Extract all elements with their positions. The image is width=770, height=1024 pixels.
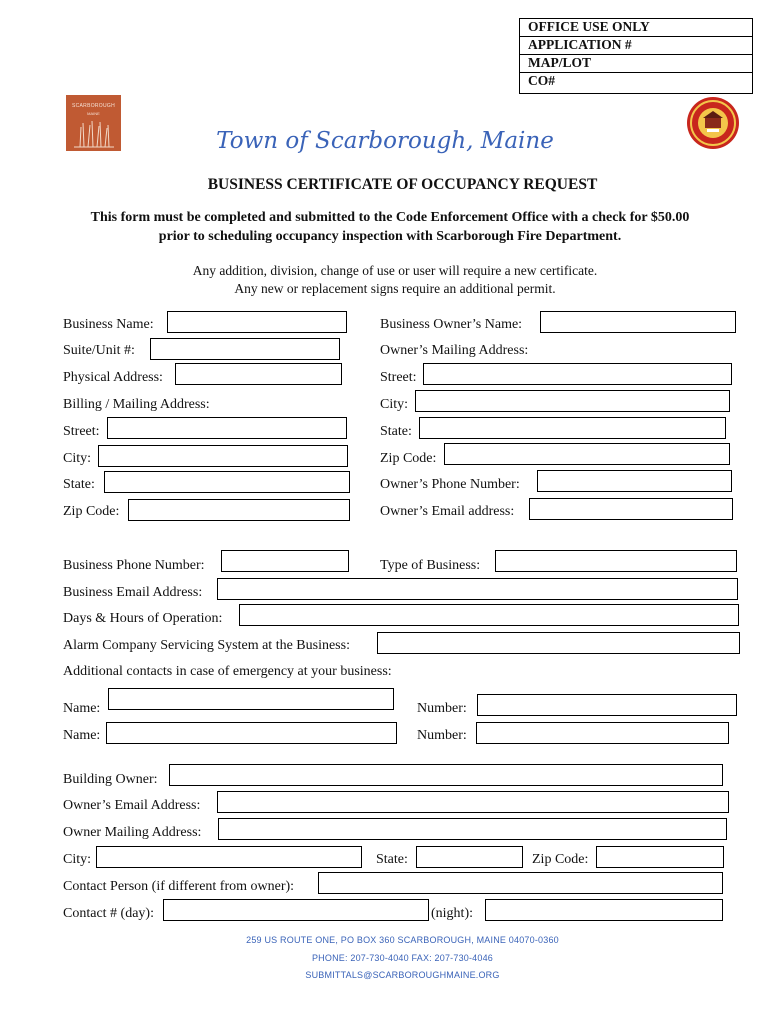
owners-mailing-label: Owner’s Mailing Address: (380, 343, 529, 358)
contact-number-2-field[interactable] (476, 722, 729, 744)
bo-email-field[interactable] (217, 791, 729, 813)
bo-state-field[interactable] (416, 846, 523, 868)
business-name-field[interactable] (167, 311, 347, 333)
owner-street-field[interactable] (423, 363, 732, 385)
bo-zip-label: Zip Code: (532, 852, 589, 867)
building-owner-label: Building Owner: (63, 772, 158, 787)
office-use-title: OFFICE USE ONLY (520, 19, 752, 37)
business-email-field[interactable] (217, 578, 738, 600)
owners-email-field[interactable] (529, 498, 733, 520)
owner-city-label: City: (380, 397, 409, 412)
owner-state-field[interactable] (419, 417, 726, 439)
owner-city-field[interactable] (415, 390, 730, 412)
billing-zip-field[interactable] (128, 499, 350, 521)
bo-mailing-label: Owner Mailing Address: (63, 825, 202, 840)
contact-name-2-label: Name: (63, 728, 101, 743)
logo-subtext: MAINE (87, 111, 100, 116)
owners-name-field[interactable] (540, 311, 736, 333)
owners-email-label: Owner’s Email address: (380, 504, 515, 519)
physical-address-label: Physical Address: (63, 370, 163, 385)
owners-phone-field[interactable] (537, 470, 732, 492)
billing-state-field[interactable] (104, 471, 350, 493)
office-use-box (519, 18, 753, 94)
instructions (0, 208, 770, 246)
billing-zip-label: Zip Code: (63, 504, 120, 519)
additional-contacts-label: Additional contacts in case of emergency at your business: (63, 664, 392, 679)
town-title: Town of Scarborough, Maine (216, 128, 554, 154)
alarm-company-field[interactable] (377, 632, 740, 654)
business-phone-field[interactable] (221, 550, 349, 572)
contact-number-1-field[interactable] (477, 694, 737, 716)
note-line-2: Any new or replacement signs require an additional permit. (234, 281, 556, 296)
footer-address: 259 US ROUTE ONE, PO BOX 360 SCARBOROUGH, MAINE 04070-0360 (246, 935, 559, 945)
footer-phone: PHONE: 207-730-4040 FAX: 207-730-4046 (311, 953, 493, 963)
alarm-company-label: Alarm Company Servicing System at the Business: (63, 638, 350, 653)
contact-number-2-label: Number: (417, 728, 467, 743)
physical-address-field[interactable] (175, 363, 342, 385)
contact-name-1-field[interactable] (108, 688, 394, 710)
office-application-number: APPLICATION # (520, 37, 752, 55)
contact-day-label: Contact # (day): (63, 906, 154, 921)
billing-street-label: Street: (63, 424, 100, 439)
bo-state-label: State: (376, 852, 408, 867)
bo-mailing-field[interactable] (218, 818, 727, 840)
contact-night-field[interactable] (485, 899, 723, 921)
type-of-business-field[interactable] (495, 550, 737, 572)
contact-name-2-field[interactable] (106, 722, 397, 744)
suite-unit-label: Suite/Unit #: (63, 343, 135, 358)
type-of-business-label: Type of Business: (380, 558, 481, 573)
owner-zip-label: Zip Code: (380, 451, 437, 466)
owners-phone-label: Owner’s Phone Number: (380, 477, 520, 492)
instructions-line-2: prior to scheduling occupancy inspection with Scarborough Fire Department. (158, 229, 622, 244)
building-owner-field[interactable] (169, 764, 723, 786)
bo-email-label: Owner’s Email Address: (63, 798, 201, 813)
contact-day-field[interactable] (163, 899, 429, 921)
owner-state-label: State: (380, 424, 412, 439)
business-phone-label: Business Phone Number: (63, 558, 205, 573)
days-hours-label: Days & Hours of Operation: (63, 611, 223, 626)
logo-text: SCARBOROUGH (71, 103, 116, 109)
contact-person-field[interactable] (318, 872, 723, 894)
notes (0, 262, 770, 298)
billing-city-field[interactable] (98, 445, 348, 467)
bo-city-label: City: (63, 852, 92, 867)
owner-zip-field[interactable] (444, 443, 730, 465)
suite-unit-field[interactable] (150, 338, 340, 360)
days-hours-field[interactable] (239, 604, 739, 626)
business-name-label: Business Name: (63, 317, 154, 332)
billing-street-field[interactable] (107, 417, 347, 439)
form-title: BUSINESS CERTIFICATE OF OCCUPANCY REQUEST (207, 176, 598, 193)
billing-state-label: State: (63, 477, 95, 492)
contact-name-1-label: Name: (63, 701, 101, 716)
office-map-lot: MAP/LOT (520, 55, 752, 73)
contact-night-label: (night): (431, 906, 473, 921)
note-line-1: Any addition, division, change of use or user will require a new certificate. (192, 263, 598, 278)
billing-city-label: City: (63, 451, 92, 466)
contact-number-1-label: Number: (417, 701, 467, 716)
contact-person-label: Contact Person (if different from owner): (63, 879, 295, 894)
office-co-number: CO# (528, 73, 555, 88)
footer-email: SUBMITTALS@SCARBOROUGHMAINE.ORG (305, 970, 500, 980)
bo-zip-field[interactable] (596, 846, 724, 868)
owner-street-label: Street: (380, 370, 417, 385)
billing-mailing-label: Billing / Mailing Address: (63, 397, 210, 412)
owners-name-label: Business Owner’s Name: (380, 317, 523, 332)
instructions-line-1: This form must be completed and submitted to the Code Enforcement Office with a check for $50.00 (90, 210, 690, 225)
business-email-label: Business Email Address: (63, 585, 203, 600)
bo-city-field[interactable] (96, 846, 362, 868)
